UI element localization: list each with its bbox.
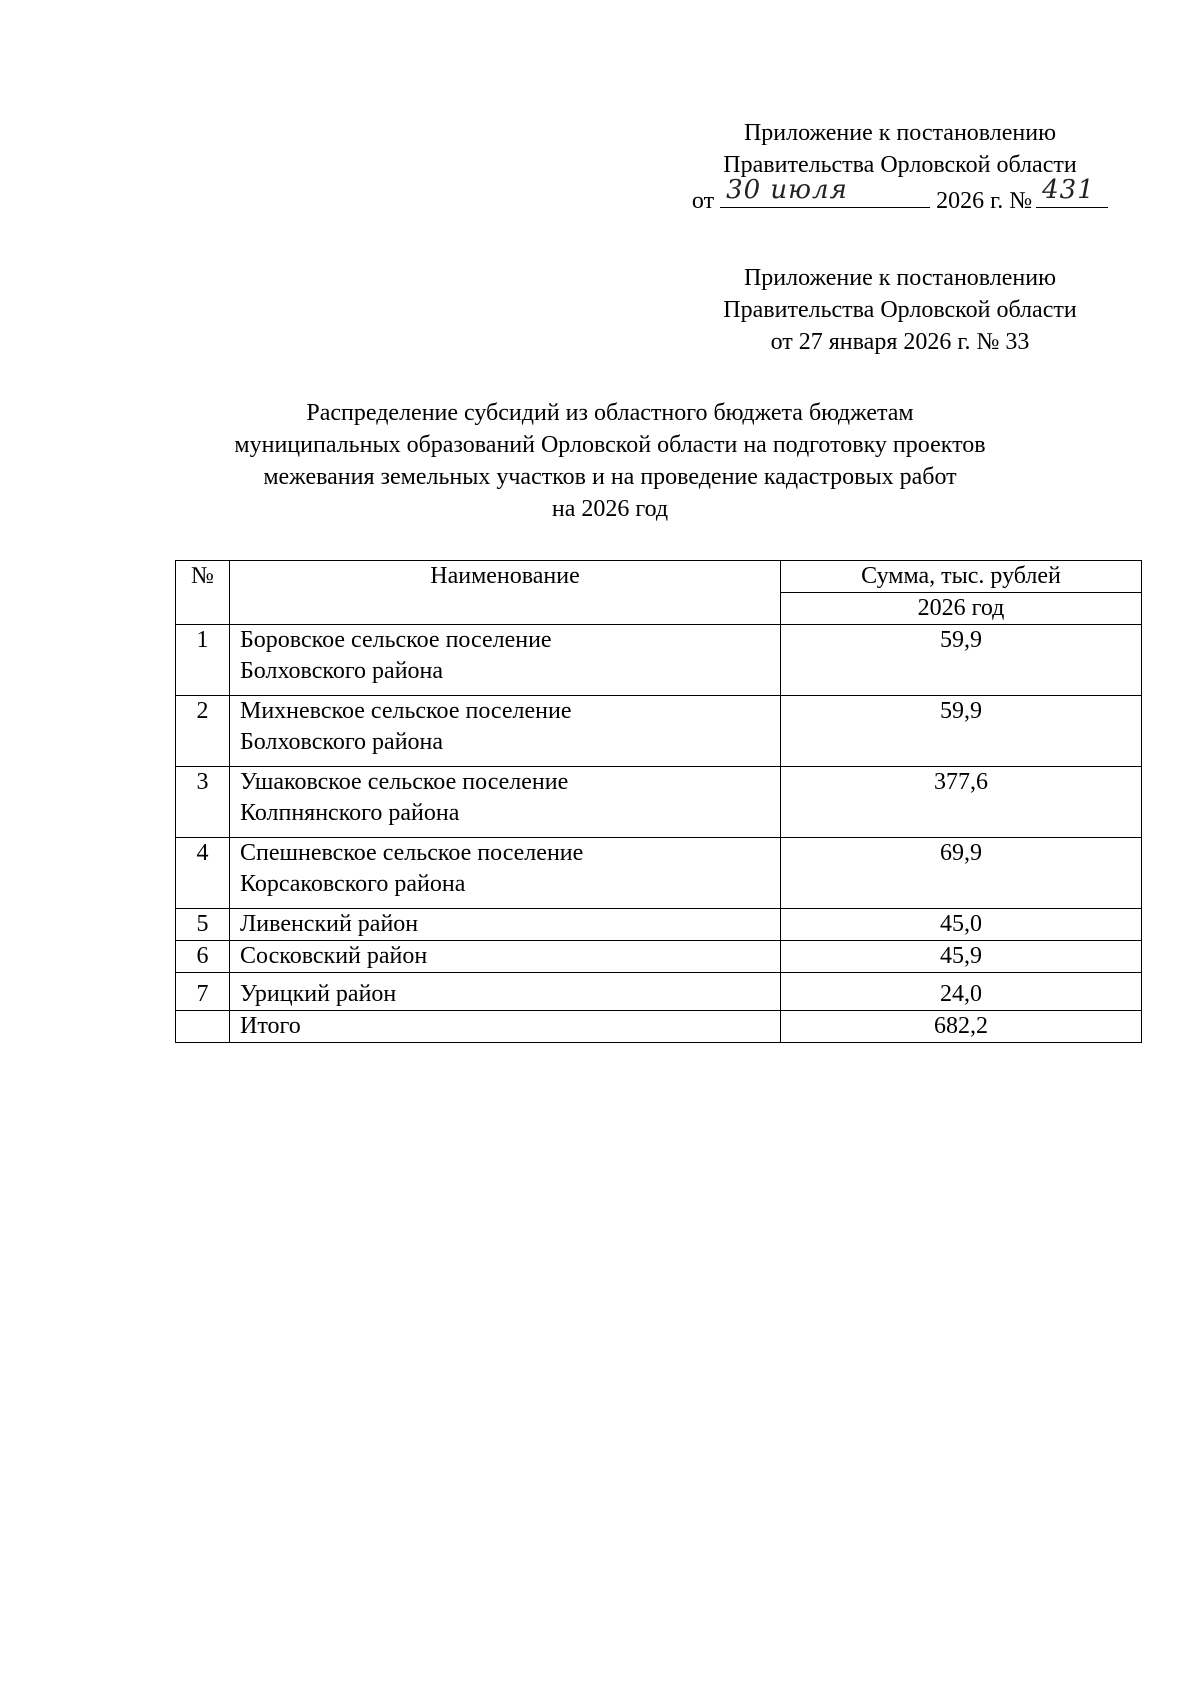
row-sum: 377,6 xyxy=(781,767,1142,838)
appendix-prev-line-2: Правительства Орловской области xyxy=(723,297,1077,323)
title-line-4: на 2026 год xyxy=(551,496,669,522)
title-line-1: Распределение субсидий из областного бюджета бюджетам xyxy=(306,400,914,426)
row-sum: 45,9 xyxy=(781,941,1142,973)
row-name: Ливенский район xyxy=(230,909,781,941)
row-name xyxy=(230,696,781,767)
row-num: 4 xyxy=(176,838,230,909)
table-total-row xyxy=(176,1011,1142,1043)
appendix-line-1: Приложение к постановлению xyxy=(743,120,1057,146)
appendix-date-line xyxy=(685,175,1115,217)
row-name-line-2: Колпнянского района xyxy=(240,800,460,826)
row-num: 7 xyxy=(176,973,230,1011)
row-name-line-2: Болховского района xyxy=(240,729,444,755)
title-line-2: муниципальных образований Орловской области на подготовку проектов xyxy=(234,432,986,458)
handwritten-date: 30 июля xyxy=(726,175,848,205)
document-title xyxy=(190,397,1030,525)
header-name: Наименование xyxy=(230,561,781,625)
date-prefix: от xyxy=(691,188,715,214)
row-name-line-1: Боровское сельское поселение xyxy=(240,627,552,653)
date-year: 2026 г. № xyxy=(936,188,1033,214)
row-num: 6 xyxy=(176,941,230,973)
row-name-line-1: Спешневское сельское поселение xyxy=(240,840,584,866)
row-sum: 59,9 xyxy=(781,696,1142,767)
handwritten-number: 431 xyxy=(1042,175,1095,205)
row-sum: 69,9 xyxy=(781,838,1142,909)
row-name xyxy=(230,767,781,838)
row-name xyxy=(230,625,781,696)
table-row xyxy=(176,625,1142,696)
row-name-line-2: Корсаковского района xyxy=(240,871,466,897)
table-row xyxy=(176,941,1142,973)
row-sum: 59,9 xyxy=(781,625,1142,696)
table-row xyxy=(176,838,1142,909)
row-num: 3 xyxy=(176,767,230,838)
appendix-line-2: Правительства Орловской области xyxy=(723,152,1077,178)
table-row xyxy=(176,767,1142,838)
appendix-header-previous xyxy=(685,262,1115,358)
total-label: Итого xyxy=(230,1011,781,1043)
total-sum: 682,2 xyxy=(781,1011,1142,1043)
table-row xyxy=(176,909,1142,941)
appendix-prev-line-3: от 27 января 2026 г. № 33 xyxy=(770,329,1030,355)
row-name: Урицкий район xyxy=(230,973,781,1011)
number-fill-field xyxy=(1036,175,1108,208)
row-num: 5 xyxy=(176,909,230,941)
title-line-3: межевания земельных участков и на проведение кадастровых работ xyxy=(263,464,957,490)
date-fill-field xyxy=(720,175,930,208)
subsidy-distribution-table xyxy=(175,560,1142,1043)
row-sum: 45,0 xyxy=(781,909,1142,941)
total-num-empty xyxy=(176,1011,230,1043)
row-name-line-1: Михневское сельское поселение xyxy=(240,698,572,724)
header-sum-year: 2026 год xyxy=(781,593,1142,625)
row-name-line-2: Болховского района xyxy=(240,658,444,684)
table-row xyxy=(176,696,1142,767)
appendix-prev-line-1: Приложение к постановлению xyxy=(743,265,1057,291)
row-name xyxy=(230,838,781,909)
row-sum: 24,0 xyxy=(781,973,1142,1011)
row-name-line-1: Ушаковское сельское поселение xyxy=(240,769,569,795)
table-header-row xyxy=(176,561,1142,593)
row-num: 1 xyxy=(176,625,230,696)
appendix-header-current xyxy=(685,117,1115,217)
header-num: № xyxy=(176,561,230,625)
header-sum: Сумма, тыс. рублей xyxy=(781,561,1142,593)
row-num: 2 xyxy=(176,696,230,767)
row-name: Сосковский район xyxy=(230,941,781,973)
table-row xyxy=(176,973,1142,1011)
